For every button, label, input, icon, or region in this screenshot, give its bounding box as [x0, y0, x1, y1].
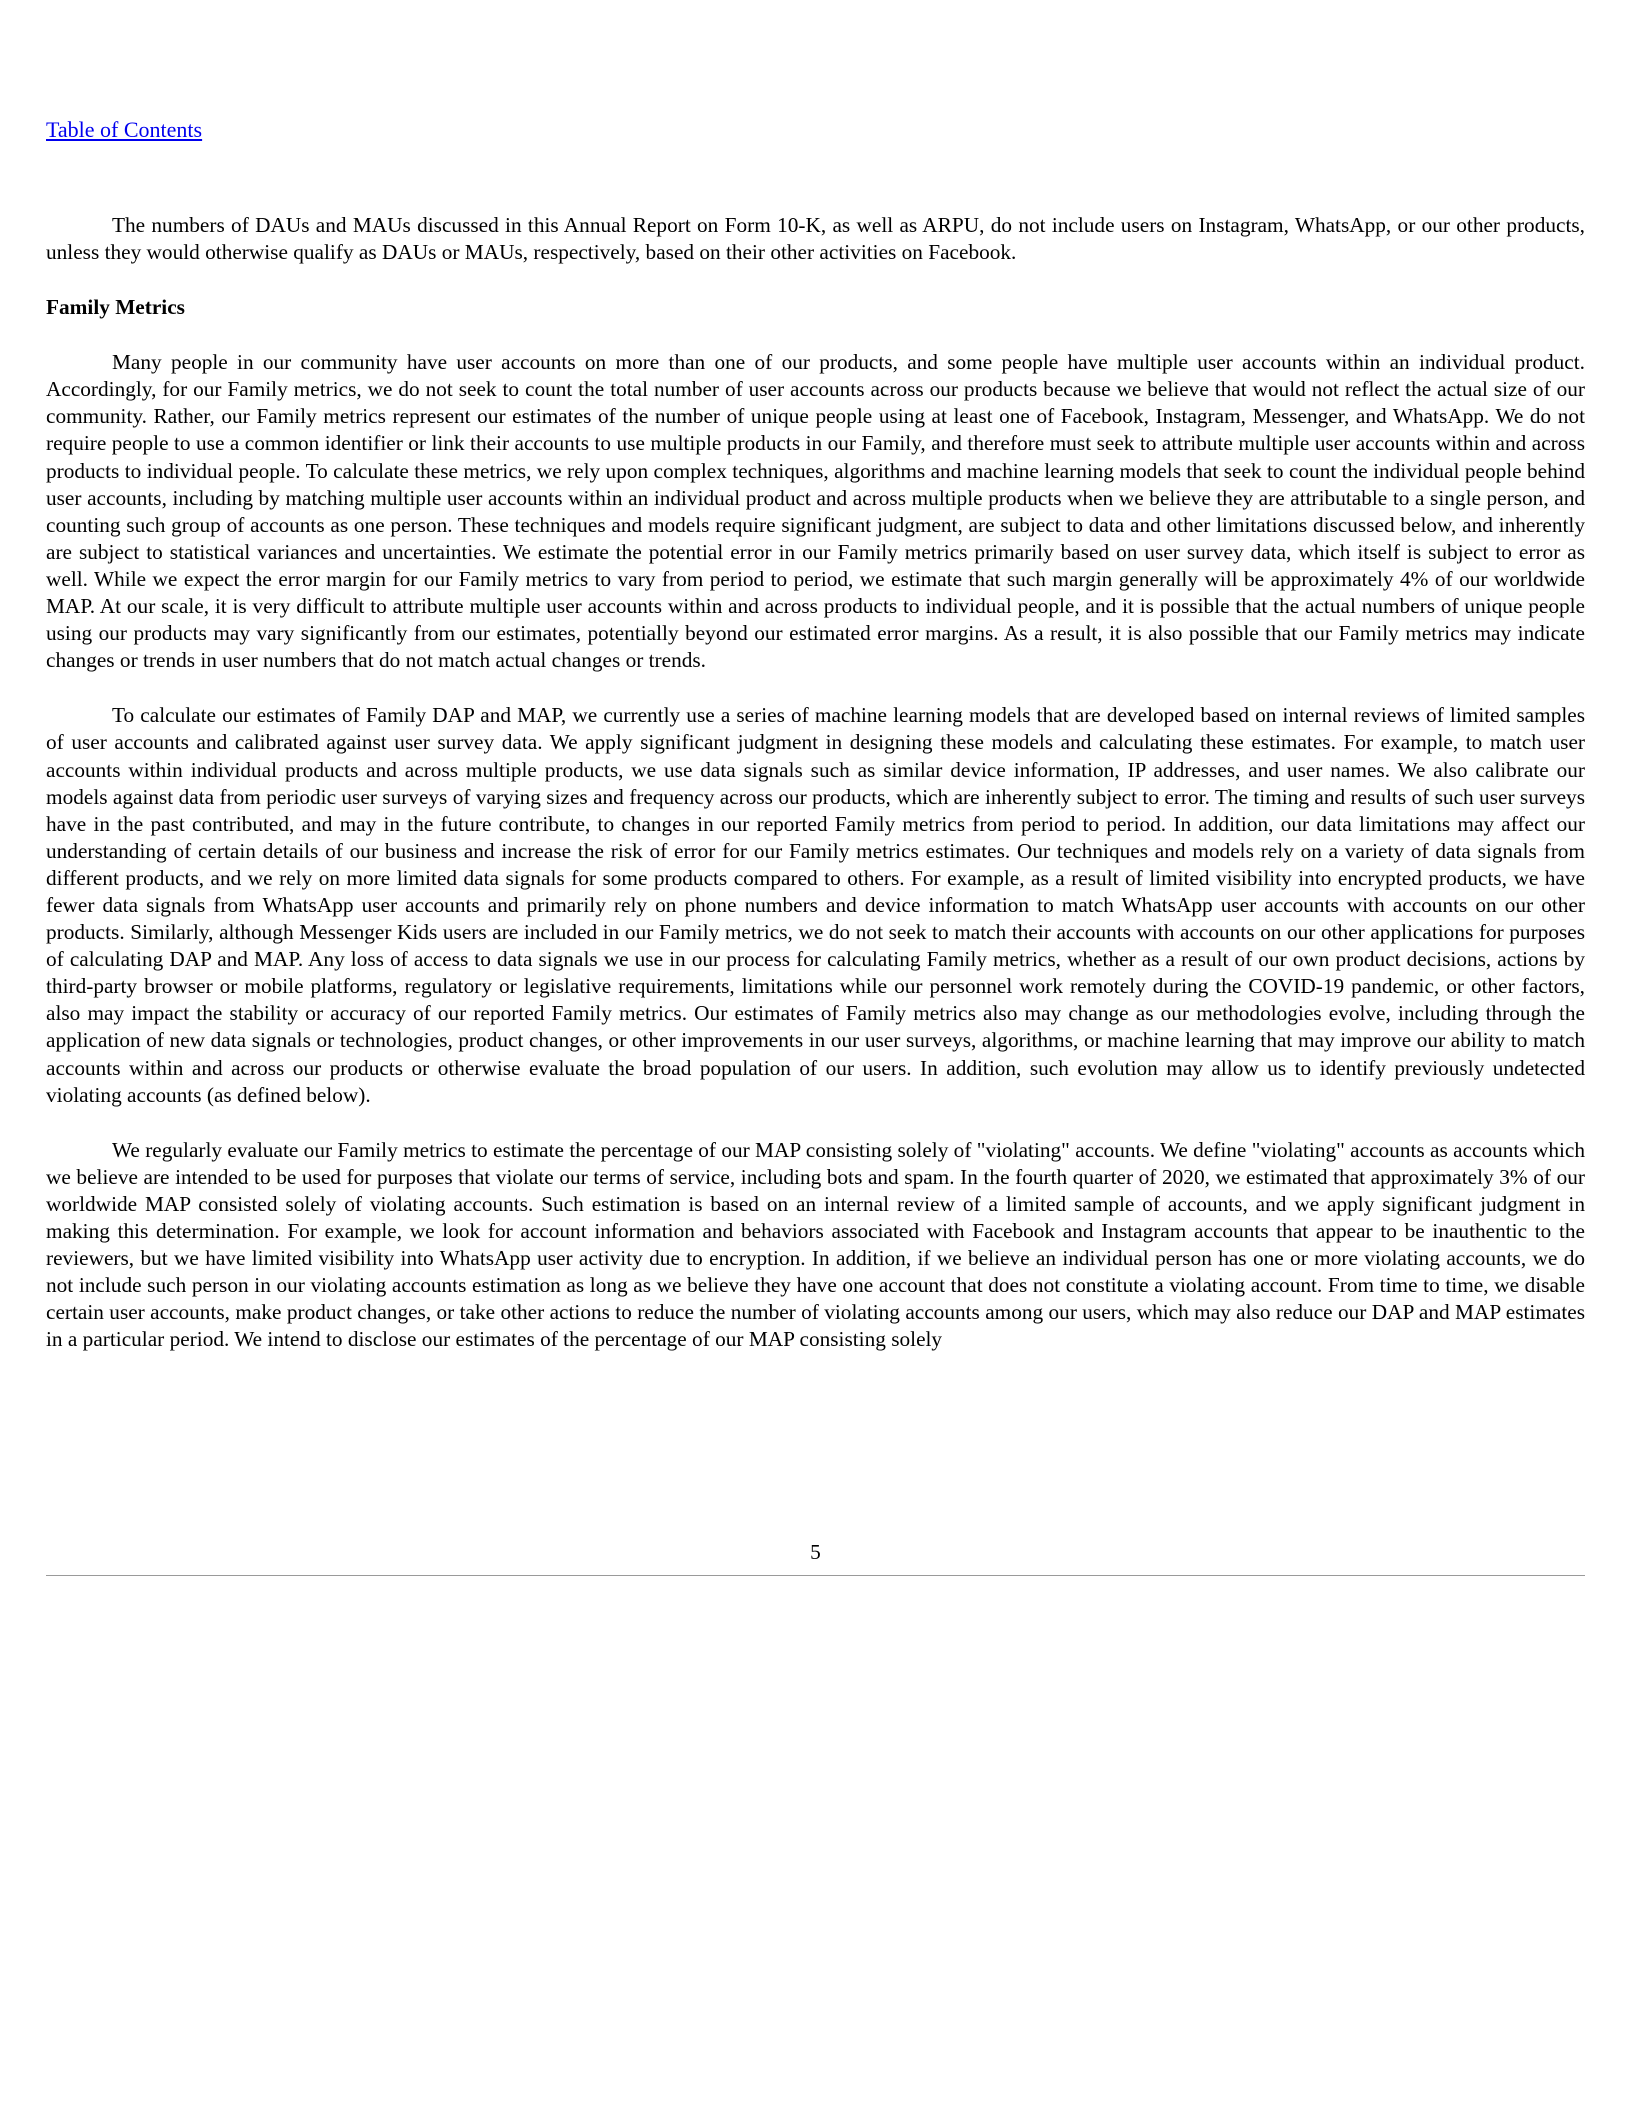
paragraph-family-metrics-overview: Many people in our community have user accounts on more than one of our products, and some people have multiple user accounts within an individual product. Accordingly, for our Family metrics, we do not seek to count the total number of user accounts across our products because we believe that would not reflect the actual size of our community. Rather, our Family metrics represent our estimates of the number of unique people using at least one of Facebook, Instagram, Messenger, and WhatsApp. We do not require people to use a common identifier or link their accounts to use multiple products in our Family, and therefore must seek to attribute multiple user accounts within and across products to individual people. To calculate these metrics, we rely upon complex techniques, algorithms and machine learning models that seek to count the individual people behind user accounts, including by matching multiple user accounts within an individual product and across multiple products when we believe they are attributable to a single person, and counting such group of accounts as one person. These techniques and models require significant judgment, are subject to data and other limitations discussed below, and inherently are subject to statistical variances and uncertainties. We estimate the potential error in our Family metrics primarily based on user survey data, which itself is subject to error as well. While we expect the error margin for our Family metrics to vary from period to period, we estimate that such margin generally will be approximately 4% of our worldwide MAP. At our scale, it is very difficult to attribute multiple user accounts within and across products to individual people, and it is possible that the actual numbers of unique people using our products may vary significantly from our estimates, potentially beyond our estimated error margins. As a result, it is also possible that our Family metrics may indicate changes or trends in user numbers that do not match actual changes or trends. — [46, 350, 1585, 673]
section-heading-family-metrics: Family Metrics — [46, 295, 185, 320]
intro-paragraph: The numbers of DAUs and MAUs discussed in this Annual Report on Form 10-K, as well as ARPU, do not include users on Instagram, WhatsApp, or our other products, unless they would otherwise qualify as DAUs or MAUs, respectively, based on their other activities on Facebook. — [46, 213, 1585, 265]
footer-divider — [46, 1575, 1585, 1576]
document-page — [46, 116, 1585, 1353]
paragraph-violating-accounts: We regularly evaluate our Family metrics to estimate the percentage of our MAP consisting solely of "violating" accounts. We define "violating" accounts as accounts which we believe are intended to be used for purposes that violate our terms of service, including bots and spam. In the fourth quarter of 2020, we estimated that approximately 3% of our worldwide MAP consisted solely of violating accounts. Such estimation is based on an internal review of a limited sample of accounts, and we apply significant judgment in making this determination. For example, we look for account information and behaviors associated with Facebook and Instagram accounts that appear to be inauthentic to the reviewers, but we have limited visibility into WhatsApp user activity due to encryption. In addition, if we believe an individual person has one or more violating accounts, we do not include such person in our violating accounts estimation as long as we believe they have one account that does not constitute a violating account. From time to time, we disable certain user accounts, make product changes, or take other actions to reduce the number of violating accounts among our users, which may also reduce our DAP and MAP estimates in a particular period. We intend to disclose our estimates of the percentage of our MAP consisting solely — [46, 1137, 1585, 1352]
page-number: 5 — [810, 1540, 821, 1564]
table-of-contents-link[interactable]: Table of Contents — [46, 117, 203, 142]
paragraph-family-dap-map-calculation: To calculate our estimates of Family DAP and MAP, we currently use a series of machine learning models that are developed based on internal reviews of limited samples of user accounts and calibrated against user survey data. We apply significant judgment in designing these models and calculating these estimates. For example, to match user accounts within individual products and across multiple products, we use data signals such as similar device information, IP addresses, and user names. We also calibrate our models against data from periodic user surveys of varying sizes and frequency across our products, which are inherently subject to error. The timing and results of such user surveys have in the past contributed, and may in the future contribute, to changes in our reported Family metrics from period to period. In addition, our data limitations may affect our understanding of certain details of our business and increase the risk of error for our Family metrics estimates. Our techniques and models rely on a variety of data signals from different products, and we rely on more limited data signals for some products compared to others. For example, as a result of limited visibility into encrypted products, we have fewer data signals from WhatsApp user accounts and primarily rely on phone numbers and device information to match WhatsApp user accounts with accounts on our other products. Similarly, although Messenger Kids users are included in our Family metrics, we do not seek to match their accounts with accounts on our other applications for purposes of calculating DAP and MAP. Any loss of access to data signals we use in our process for calculating Family metrics, whether as a result of our own product decisions, actions by third-party browser or mobile platforms, regulatory or legislative requirements, limitations while our personnel work remotely during the COVID-19 pandemic, or other factors, also may impact the stability or accuracy of our reported Family metrics. Our estimates of Family metrics also may change as our methodologies evolve, including through the application of new data signals or technologies, product changes, or other improvements in our user surveys, algorithms, or machine learning that may improve our ability to match accounts within and across our products or otherwise evaluate the broad population of our users. In addition, such evolution may allow us to identify previously undetected violating accounts (as defined below). — [46, 703, 1585, 1107]
